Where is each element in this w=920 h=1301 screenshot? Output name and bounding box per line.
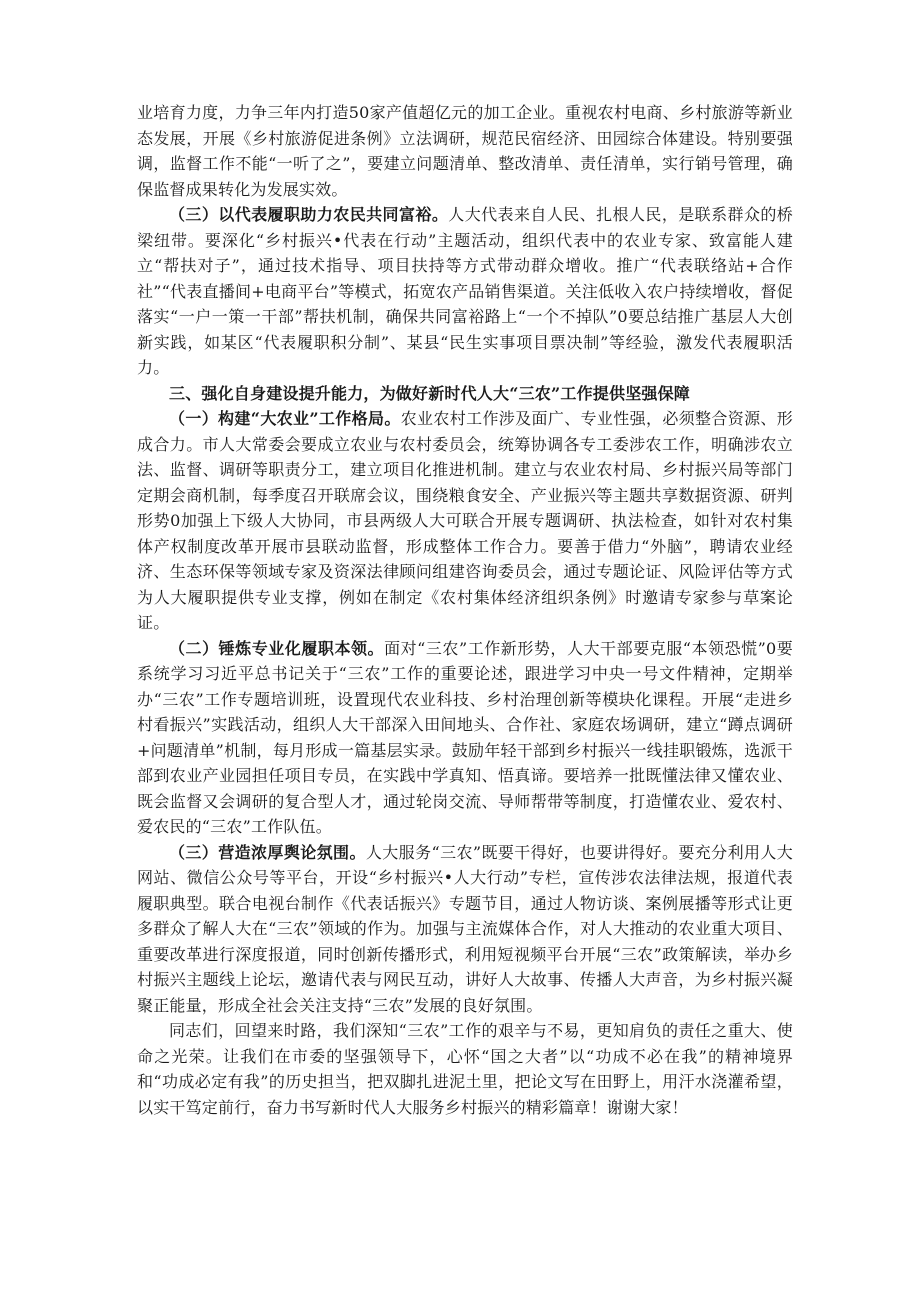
- paragraph-lead: （一）构建“大农业”工作格局。: [169, 409, 401, 428]
- paragraph-professional-skills: [137, 636, 793, 840]
- paragraph-text: 面对“三农”工作新形势，人大干部要克服“本领恐慌”0要系统学习习近平总书记关于“三农”工作的重要论述，跟进学习中央一号文件精神，定期举办“三农”工作专题培训班，设置现代农业科技、乡村治理创新等模块化课程。开展“走进乡村看振兴”实践活动，组织人大干部深入田间地头、合作社、家庭农场调研，建立“蹲点调研+问题清单”机制，每月形成一篇基层实录。鼓励年轻干部到乡村振兴一线挂职锻炼，选派干部到农业产业园担任项目专员，在实践中学真知、悟真谛。要培养一批既懂法律又懂农业、既会监督又会调研的复合型人才，通过轮岗交流、导师帮带等制度，打造懂农业、爱农村、爱农民的“三农”工作队伍。: [137, 638, 793, 836]
- paragraph-lead: （二）锤炼专业化履职本领。: [169, 638, 385, 658]
- section-heading: 三、强化自身建设提升能力，为做好新时代人大“三农”工作提供坚强保障: [169, 383, 691, 403]
- paragraph-closing: 同志们，回望来时路，我们深知“三农”工作的艰辛与不易，更知肩负的责任之重大、使命之光荣。让我们在市委的坚强领导下，心怀“国之大者”以“功成不必在我”的精神境界和“功成必定有我”的历史担当，把双脚扎进泥土里，把论文写在田野上，用汗水浇灌希望，以实干笃定前行，奋力书写新时代人大服务乡村振兴的精彩篇章！谢谢大家！: [137, 1021, 793, 1117]
- paragraph-text: 人大代表来自人民、扎根人民，是联系群众的桥梁纽带。要深化“乡村振兴•代表在行动”主题活动，组织代表中的农业专家、致富能人建立“帮扶对子”，通过技术指导、项目扶持等方式带动群众增收。推广“代表联络站+合作社”“代表直播间+电商平台”等模式，拓宽农产品销售渠道。关注低收入农户持续增收，督促落实“一户一策一干部”帮扶机制，确保共同富裕路上“一个不掉队”0要总结推广基层人大创新实践，如某区“代表履职积分制”、某县“民生实事项目票决制”等经验，激发代表履职活力。: [137, 205, 794, 377]
- paragraph-lead: （三）营造浓厚舆论氛围。: [169, 842, 366, 862]
- paragraph-representatives: [137, 202, 793, 381]
- paragraph-text: 人大服务“三农”既要干得好，也要讲得好。要充分利用人大网站、微信公众号等平台，开设“乡村振兴•人大行动”专栏，宣传涉农法律法规，报道代表履职典型。联合电视台制作《代表话振兴》专题节目，通过人物访谈、案例展播等形式让更多群众了解人大在“三农”领域的作为。加强与主流媒体合作，对人大推动的农业重大项目、重要改革进行深度报道，同时创新传播形式，利用短视频平台开展“三农”政策解读，举办乡村振兴主题线上论坛，邀请代表与网民互动，讲好人大故事、传播人大声音，为乡村振兴凝聚正能量，形成全社会关注支持“三农”发展的良好氛围。: [137, 842, 793, 1015]
- document-body: [137, 100, 793, 1120]
- paragraph-work-pattern: [137, 406, 793, 636]
- paragraph-continuation: 业培育力度，力争三年内打造50家产值超亿元的加工企业。重视农村电商、乡村旅游等新业态发展，开展《乡村旅游促进条例》立法调研，规范民宿经济、田园综合体建设。特别要强调，监督工作不能“一听了之”，要建立问题清单、整改清单、责任清单，实行销号管理，确保监督成果转化为发展实效。: [137, 103, 793, 199]
- paragraph-public-opinion: [137, 840, 793, 1019]
- paragraph-text: 农业农村工作涉及面广、专业性强，必须整合资源、形成合力。市人大常委会要成立农业与农村委员会，统筹协调各专工委涉农工作，明确涉农立法、监督、调研等职责分工，建立项目化推进机制。建立与农业农村局、乡村振兴局等部门定期会商机制，每季度召开联席会议，围绕粮食安全、产业振兴等主题共享数据资源、研判形势0加强上下级人大协同，市县两级人大可联合开展专题调研、执法检查，如针对农村集体产权制度改革开展市县联动监督，形成整体工作合力。要善于借力“外脑”，聘请农业经济、生态环保等领域专家及资深法律顾问组建咨询委员会，通过专题论证、风险评估等方式为人大履职提供专业支撑，例如在制定《农村集体经济组织条例》时邀请专家参与草案论证。: [137, 409, 793, 632]
- paragraph-lead: （三）以代表履职助力农民共同富裕。: [169, 205, 449, 224]
